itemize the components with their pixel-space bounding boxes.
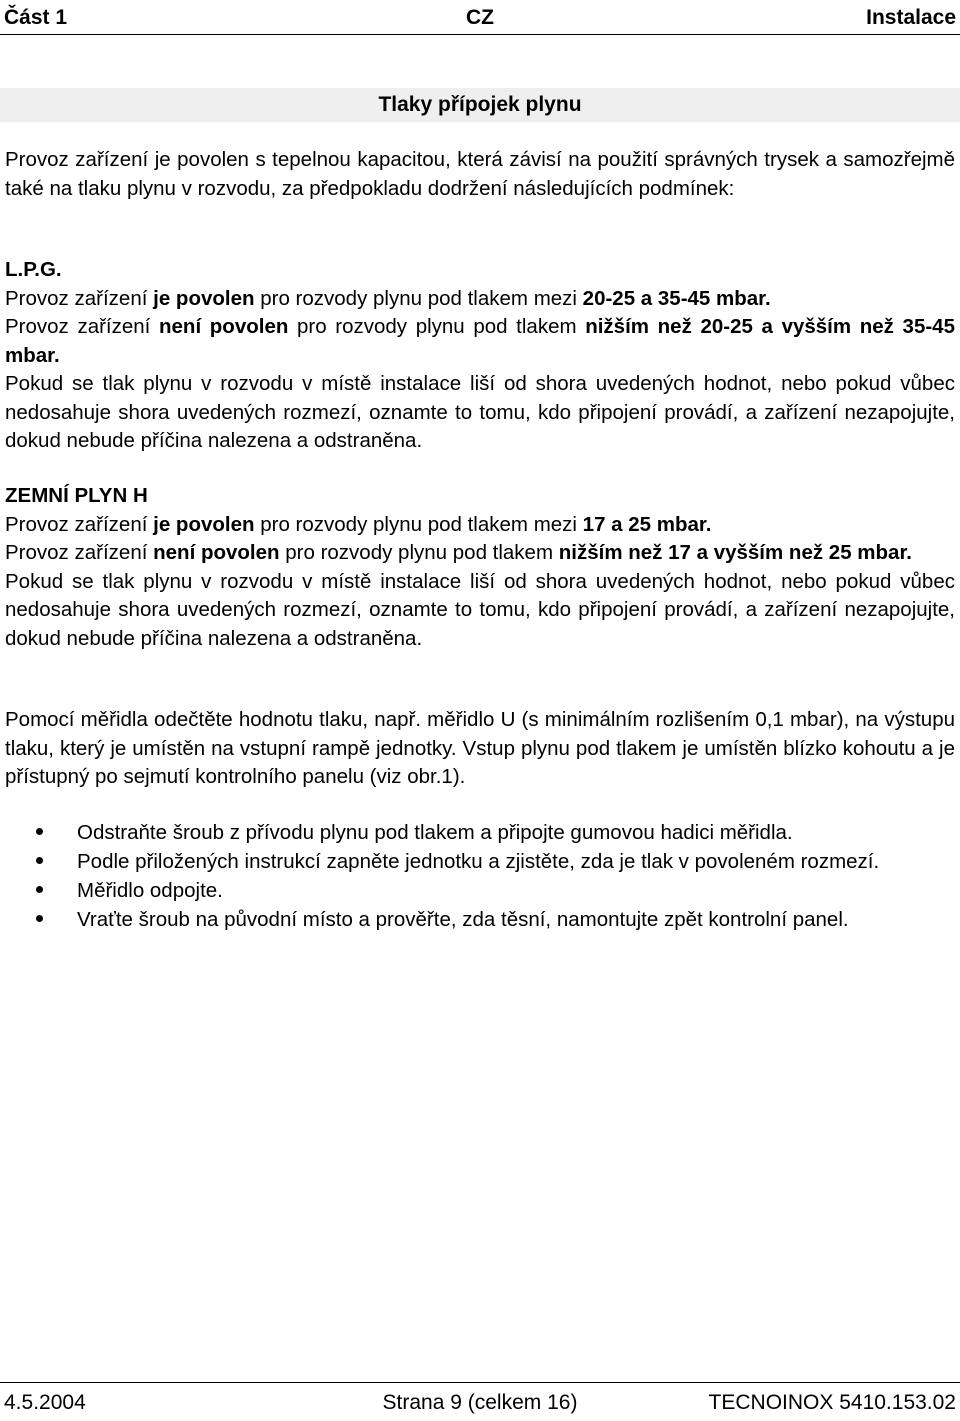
natural-gas-allowed-line: Provoz zařízení je povolen pro rozvody plynu pod tlakem mezi 17 a 25 mbar.	[5, 512, 712, 536]
natural-gas-section	[5, 482, 955, 653]
page-title: Tlaky přípojek plynu	[0, 88, 960, 122]
page-header	[0, 0, 960, 35]
list-item: Vraťte šroub na původní místo a prověřte, zda těsní, namontujte zpět kontrolní panel.	[0, 905, 955, 934]
natural-gas-note: Pokud se tlak plynu v rozvodu v místě instalace liší od shora uvedených hodnot, nebo pokud vůbec nedosahuje shora uvedených rozmezí, oznamte to tomu, kdo připojení provádí, a zařízení nezapojujte, dokud nebude příčina nalezena a odstraněna.	[5, 569, 955, 650]
lpg-allowed-line: Provoz zařízení je povolen pro rozvody plynu pod tlakem mezi 20-25 a 35-45 mbar.	[5, 286, 771, 310]
footer-document-code: TECNOINOX 5410.153.02	[708, 1391, 956, 1414]
header-chapter: Instalace	[866, 6, 956, 29]
steps-list	[0, 818, 955, 934]
lpg-denied-line: Provoz zařízení není povolen pro rozvody plynu pod tlakem nižším než 20-25 a vyšším než 35-45 mbar.	[5, 315, 955, 367]
lpg-heading: L.P.G.	[5, 258, 62, 281]
list-item: Měřidlo odpojte.	[0, 876, 955, 905]
header-section: Část 1	[4, 6, 68, 29]
bullet-icon	[36, 915, 43, 922]
lpg-note: Pokud se tlak plynu v rozvodu v místě instalace liší od shora uvedených hodnot, nebo pokud vůbec nedosahuje shora uvedených rozmezí, oznamte to tomu, kdo připojení provádí, a zařízení nezapojujte, dokud nebude příčina nalezena a odstraněna.	[5, 372, 955, 452]
intro-paragraph: Provoz zařízení je povolen s tepelnou kapacitou, která závisí na použití správných trysek a samozřejmě také na tlaku plynu v rozvodu, za předpokladu dodržení následujících podmínek:	[5, 148, 955, 200]
page-footer	[0, 1382, 960, 1421]
measurement-paragraph: Pomocí měřidla odečtěte hodnotu tlaku, např. měřidlo U (s minimálním rozlišením 0,1 mbar), na výstupu tlaku, který je umístěn na vstupní rampě jednotky. Vstup plynu pod tlakem je umístěn blízko kohoutu a je přístupný po sejmutí kontrolního panelu (viz obr.1).	[5, 708, 955, 788]
bullet-icon	[36, 857, 43, 864]
list-item: Podle přiložených instrukcí zapněte jednotku a zjistěte, zda je tlak v povoleném rozmezí.	[0, 847, 955, 876]
list-item: Odstraňte šroub z přívodu plynu pod tlakem a připojte gumovou hadici měřidla.	[0, 818, 955, 847]
bullet-icon	[36, 828, 43, 835]
footer-page-number: Strana 9 (celkem 16)	[382, 1391, 578, 1414]
header-language: CZ	[466, 6, 494, 29]
lpg-section	[5, 256, 955, 456]
natural-gas-denied-line: Provoz zařízení není povolen pro rozvody plynu pod tlakem nižším než 17 a vyšším než 25 mbar.	[5, 541, 912, 564]
footer-date: 4.5.2004	[4, 1391, 86, 1414]
bullet-icon	[36, 886, 43, 893]
natural-gas-heading: ZEMNÍ PLYN H	[5, 484, 148, 507]
